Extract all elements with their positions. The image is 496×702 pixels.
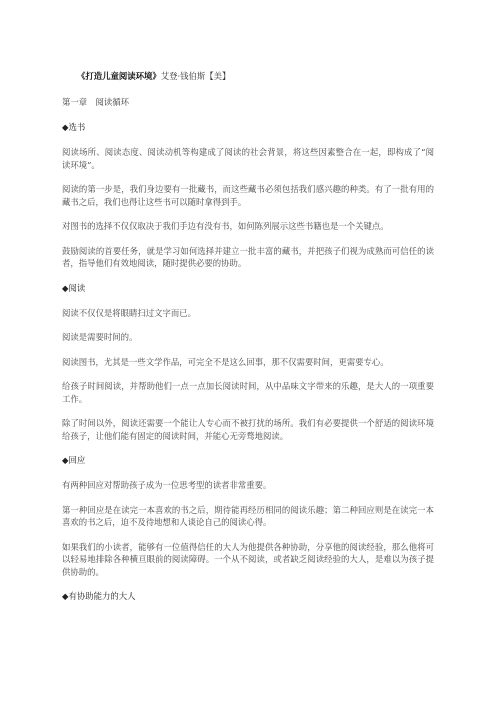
- paragraph: 对图书的选择不仅仅取决于我们手边有没有书，如何陈列展示这些书籍也是一个关键点。: [62, 221, 389, 231]
- paragraph: 阅读的第一步是，我们身边要有一批藏书，而这些藏书必须包括我们感兴趣的种类。有了一批有用的藏书之后，我们也得让这些书可以随时拿得到手。: [62, 184, 434, 207]
- book-title: 《打造儿童阅读环境》: [77, 71, 161, 81]
- paragraph: 阅读是需要时间的。: [62, 332, 138, 342]
- paragraph: 有两种回应对帮助孩子成为一位思考型的读者非常重要。: [62, 480, 272, 490]
- document-body: [62, 70, 434, 615]
- section-heading-choose-books: ◆选书: [62, 122, 86, 132]
- section-heading-reading: ◆阅读: [62, 282, 86, 293]
- paragraph: 阅读不仅仅是将眼睛扫过文字而已。: [62, 307, 196, 318]
- section-heading-helpful-adult: ◆有协助能力的大人: [62, 591, 136, 601]
- section-heading-response: ◆回应: [62, 455, 86, 465]
- paragraph: 第一种回应是在读完一本喜欢的书之后，期待能再经历相同的阅读乐趣；第二种回应则是在读完一本喜欢的书之后，迫不及待地想和人谈论自己的阅读心得。: [62, 504, 434, 527]
- paragraph: 鼓励阅读的首要任务，就是学习如何选择并建立一批丰富的藏书，并把孩子们视为成熟而可信任的读者，指导他们有效地阅读，随时提供必要的协助。: [62, 245, 434, 268]
- paragraph: 阅读场所、阅读态度、阅读动机等构建成了阅读的社会背景，将这些因素整合在一起，即构成了“阅读环境”。: [62, 147, 434, 170]
- chapter-heading: 第一章 阅读循环: [62, 97, 129, 107]
- paragraph: 给孩子时间阅读，并帮助他们一点一点加长阅读时间，从中品味文字带来的乐趣，是大人的一项重要工作。: [62, 381, 434, 404]
- paragraph: 除了时间以外，阅读还需要一个能让人专心而不被打扰的场所。我们有必要提供一个舒适的阅读环境给孩子，让他们能有固定的阅读时间，并能心无旁骛地阅读。: [62, 418, 434, 441]
- document-title-line: [77, 70, 434, 82]
- paragraph: 如果我们的小读者，能够有一位值得信任的大人为他提供各种协助，分享他的阅读经验，那么他将可以轻易地排除各种横亘眼前的阅读障碍。一个从不阅读，或者缺乏阅读经验的大人，是难以为孩子提供协助的。: [62, 541, 434, 577]
- book-author: 艾登·钱伯斯【美】: [160, 71, 231, 81]
- paragraph: 阅读图书，尤其是一些文学作品，可完全不是这么回事，那不仅需要时间，更需要专心。: [62, 356, 389, 367]
